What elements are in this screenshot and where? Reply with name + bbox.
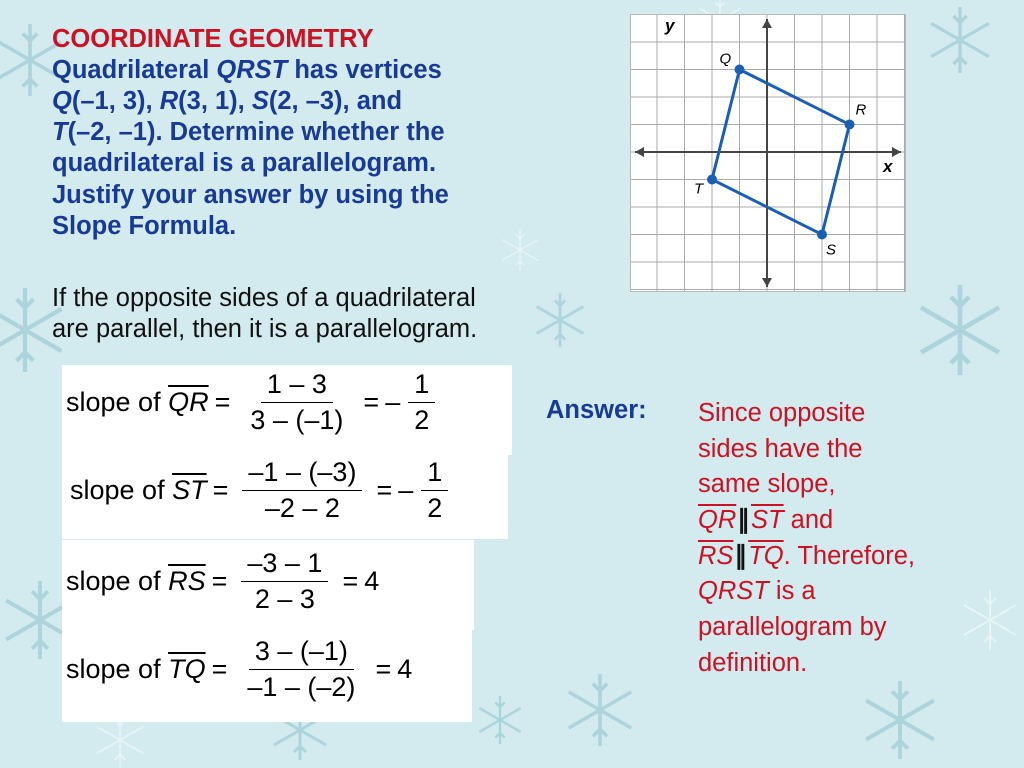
x-axis-label: x	[883, 157, 893, 176]
problem-statement	[52, 24, 632, 242]
hint-text	[52, 283, 652, 345]
vertex-label-t: T	[694, 180, 704, 198]
slope-st-result: $\frac{1}{2}$	[421, 457, 448, 524]
answer-line-8: definition.	[698, 648, 808, 677]
answer-line-7: parallelogram by	[698, 613, 887, 642]
problem-line-4: quadrilateral is a parallelogram.	[52, 149, 437, 178]
y-axis-arrow-down	[762, 278, 772, 287]
slope-rs-result: 4	[364, 566, 380, 596]
slope-label: slope of $\overline{RS}$	[66, 566, 206, 596]
answer-line-2: sides have the	[698, 434, 863, 463]
problem-line-3: T(–2, –1). Determine whether the	[52, 118, 445, 147]
hint-line-2: are parallel, then it is a parallelogram.	[52, 315, 478, 344]
slope-qr-result: $\frac{1}{2}$	[408, 369, 435, 436]
hint-line-1: If the opposite sides of a quadrilateral	[52, 284, 476, 312]
answer-line-4: $\overline{QR}\parallel\overline{ST}$ and	[698, 506, 834, 535]
section-heading: COORDINATE GEOMETRY	[52, 25, 374, 53]
slope-tq-result: 4	[397, 654, 413, 684]
vertex-t	[707, 175, 717, 185]
slope-tq-row: slope of $\overline{TQ}$ = $\frac{3 - (-1)}{-1 - (-2)}$ = 4	[66, 636, 413, 702]
slope-st-box	[62, 455, 508, 539]
problem-line-2: Q(–1, 3), R(3, 1), S(2, –3), and	[52, 87, 403, 116]
slope-st-fraction: $\frac{-1 - (-3)}{-2 - 2}$	[242, 457, 362, 524]
x-axis-arrow-right	[892, 147, 901, 157]
slope-rs-box	[62, 540, 474, 630]
x-axis-arrow-left	[635, 147, 644, 157]
slope-tq-fraction: $\frac{3 - (-1)}{-1 - (-2)}$	[247, 636, 356, 702]
slope-label: slope of $\overline{TQ}$	[66, 654, 206, 684]
slope-tq-box	[62, 630, 472, 722]
vertex-r	[845, 120, 855, 130]
answer-line-1: Since opposite	[698, 399, 866, 427]
problem-line-5: Justify your answer by using the	[52, 180, 449, 209]
vertex-label-q: Q	[719, 50, 732, 68]
answer-line-6: QRST is a	[698, 577, 816, 606]
slope-rs-fraction: $\frac{-3 - 1}{2 - 3}$	[241, 548, 328, 615]
vertex-s	[817, 230, 827, 240]
slope-st-row: slope of $\overline{ST}$ = $\frac{-1 - (-3)}{-2 - 2}$ = – $\frac{1}{2}$	[70, 457, 456, 524]
problem-line-6: Slope Formula.	[52, 211, 237, 240]
answer-line-5: $\overline{RS}\parallel\overline{TQ}$. Therefore,	[698, 541, 915, 570]
slope-label: slope of $\overline{ST}$	[70, 475, 207, 505]
problem-line-1: Quadrilateral QRST has vertices	[52, 56, 442, 85]
vertex-q	[735, 65, 745, 75]
slope-qr-box	[62, 365, 512, 455]
slope-qr-fraction: $\frac{1 - 3}{3 - (-1)}$	[250, 369, 344, 435]
answer-line-3: same slope,	[698, 470, 836, 499]
slope-st-sign: –	[398, 475, 414, 505]
coordinate-graph	[630, 14, 906, 292]
slope-rs-row: slope of $\overline{RS}$ = $\frac{-3 - 1}{2 - 3}$ = 4	[66, 548, 380, 614]
answer-text	[698, 396, 1008, 682]
y-axis-label: y	[665, 16, 675, 35]
slope-label: slope of $\overline{QR}$	[66, 387, 209, 417]
coordinate-plane	[631, 15, 905, 291]
slope-qr-row: slope of $\overline{QR}$ = $\frac{1 - 3}{3 - (-1)}$ = – $\frac{1}{2}$	[66, 369, 443, 436]
vertex-label-s: S	[826, 241, 837, 259]
answer-label: Answer:	[546, 396, 647, 424]
slope-qr-sign: –	[385, 387, 401, 417]
y-axis-arrow-up	[762, 19, 772, 28]
vertex-label-r: R	[855, 101, 867, 119]
